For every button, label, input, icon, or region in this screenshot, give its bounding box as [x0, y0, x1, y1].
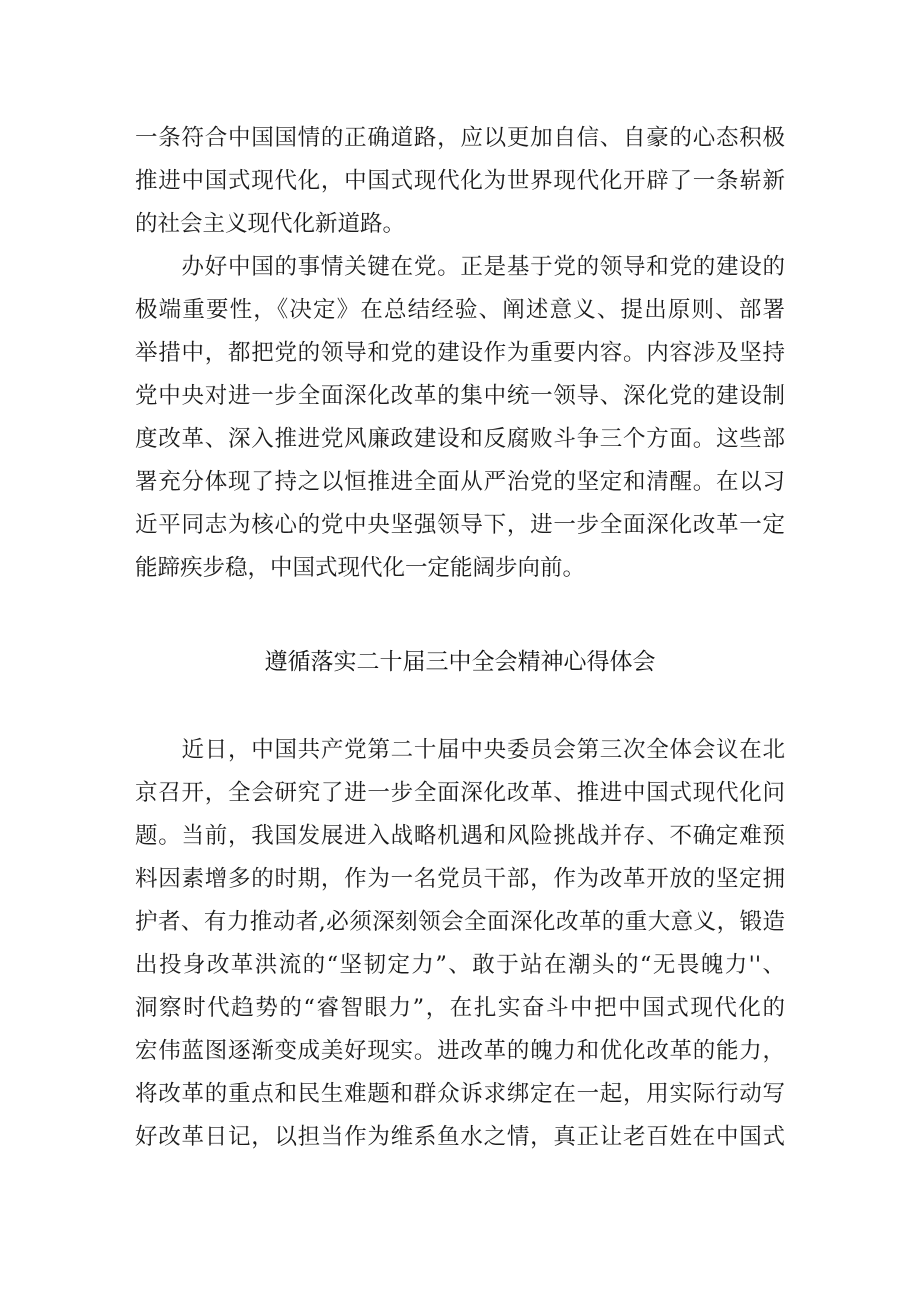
paragraph-3-line-9: 将改革的重点和民生难题和群众诉求绑定在一起，用实际行动写: [135, 1081, 785, 1107]
paragraph-2-line-2: 极端重要性，《决定》在总结经验、阐述意义、提出原则、部署: [135, 297, 785, 323]
paragraph-2-line-3: 举措中，都把党的领导和党的建设作为重要内容。内容涉及坚持: [135, 340, 785, 366]
paragraph-1-line-3: 的社会主义现代化新道路。: [135, 211, 406, 237]
paragraph-2-line-8: 能蹄疾步稳，中国式现代化一定能阔步向前。: [135, 555, 586, 581]
paragraph-3-line-5: 护者、有力推动者,必须深刻领会全面深化改革的重大意义，锻造: [135, 909, 785, 935]
paragraph-3-line-10: 好改革日记，以担当作为维系鱼水之情，真正让老百姓在中国式: [135, 1124, 785, 1150]
paragraph-3-line-3: 题。当前，我国发展进入战略机遇和风险挑战并存、不确定难预: [135, 823, 785, 849]
paragraph-2-line-6: 署充分体现了持之以恒推进全面从严治党的坚定和清醒。在以习: [135, 469, 785, 495]
paragraph-3-line-6: 出投身改革洪流的“坚韧定力”、敢于站在潮头的“无畏魄力''、: [135, 952, 785, 978]
paragraph-2-line-4: 党中央对进一步全面深化改革的集中统一领导、深化党的建设制: [135, 383, 785, 409]
paragraph-2-line-7: 近平同志为核心的党中央坚强领导下，进一步全面深化改革一定: [135, 512, 785, 538]
paragraph-2-line-1: 办好中国的事情关键在党。正是基于党的领导和党的建设的: [135, 254, 785, 280]
paragraph-3-line-4: 料因素增多的时期，作为一名党员干部，作为改革开放的坚定拥: [135, 866, 785, 892]
section-heading: 遵循落实二十届三中全会精神心得体会: [264, 649, 656, 675]
paragraph-1-line-1: 一条符合中国国情的正确道路，应以更加自信、自豪的心态积极: [135, 125, 785, 151]
paragraph-1-line-2: 推进中国式现代化，中国式现代化为世界现代化开辟了一条崭新: [135, 168, 785, 194]
paragraph-3-line-2: 京召开，全会研究了进一步全面深化改革、推进中国式现代化问: [135, 780, 785, 806]
paragraph-2-line-5: 度改革、深入推进党风廉政建设和反腐败斗争三个方面。这些部: [135, 426, 785, 452]
paragraph-3-line-1: 近日，中国共产党第二十届中央委员会第三次全体会议在北: [135, 737, 785, 763]
paragraph-3-line-8: 宏伟蓝图逐渐变成美好现实。进改革的魄力和优化改革的能力，: [135, 1038, 785, 1064]
paragraph-3-line-7: 洞察时代趋势的“睿智眼力”，在扎实奋斗中把中国式现代化的: [135, 995, 785, 1021]
